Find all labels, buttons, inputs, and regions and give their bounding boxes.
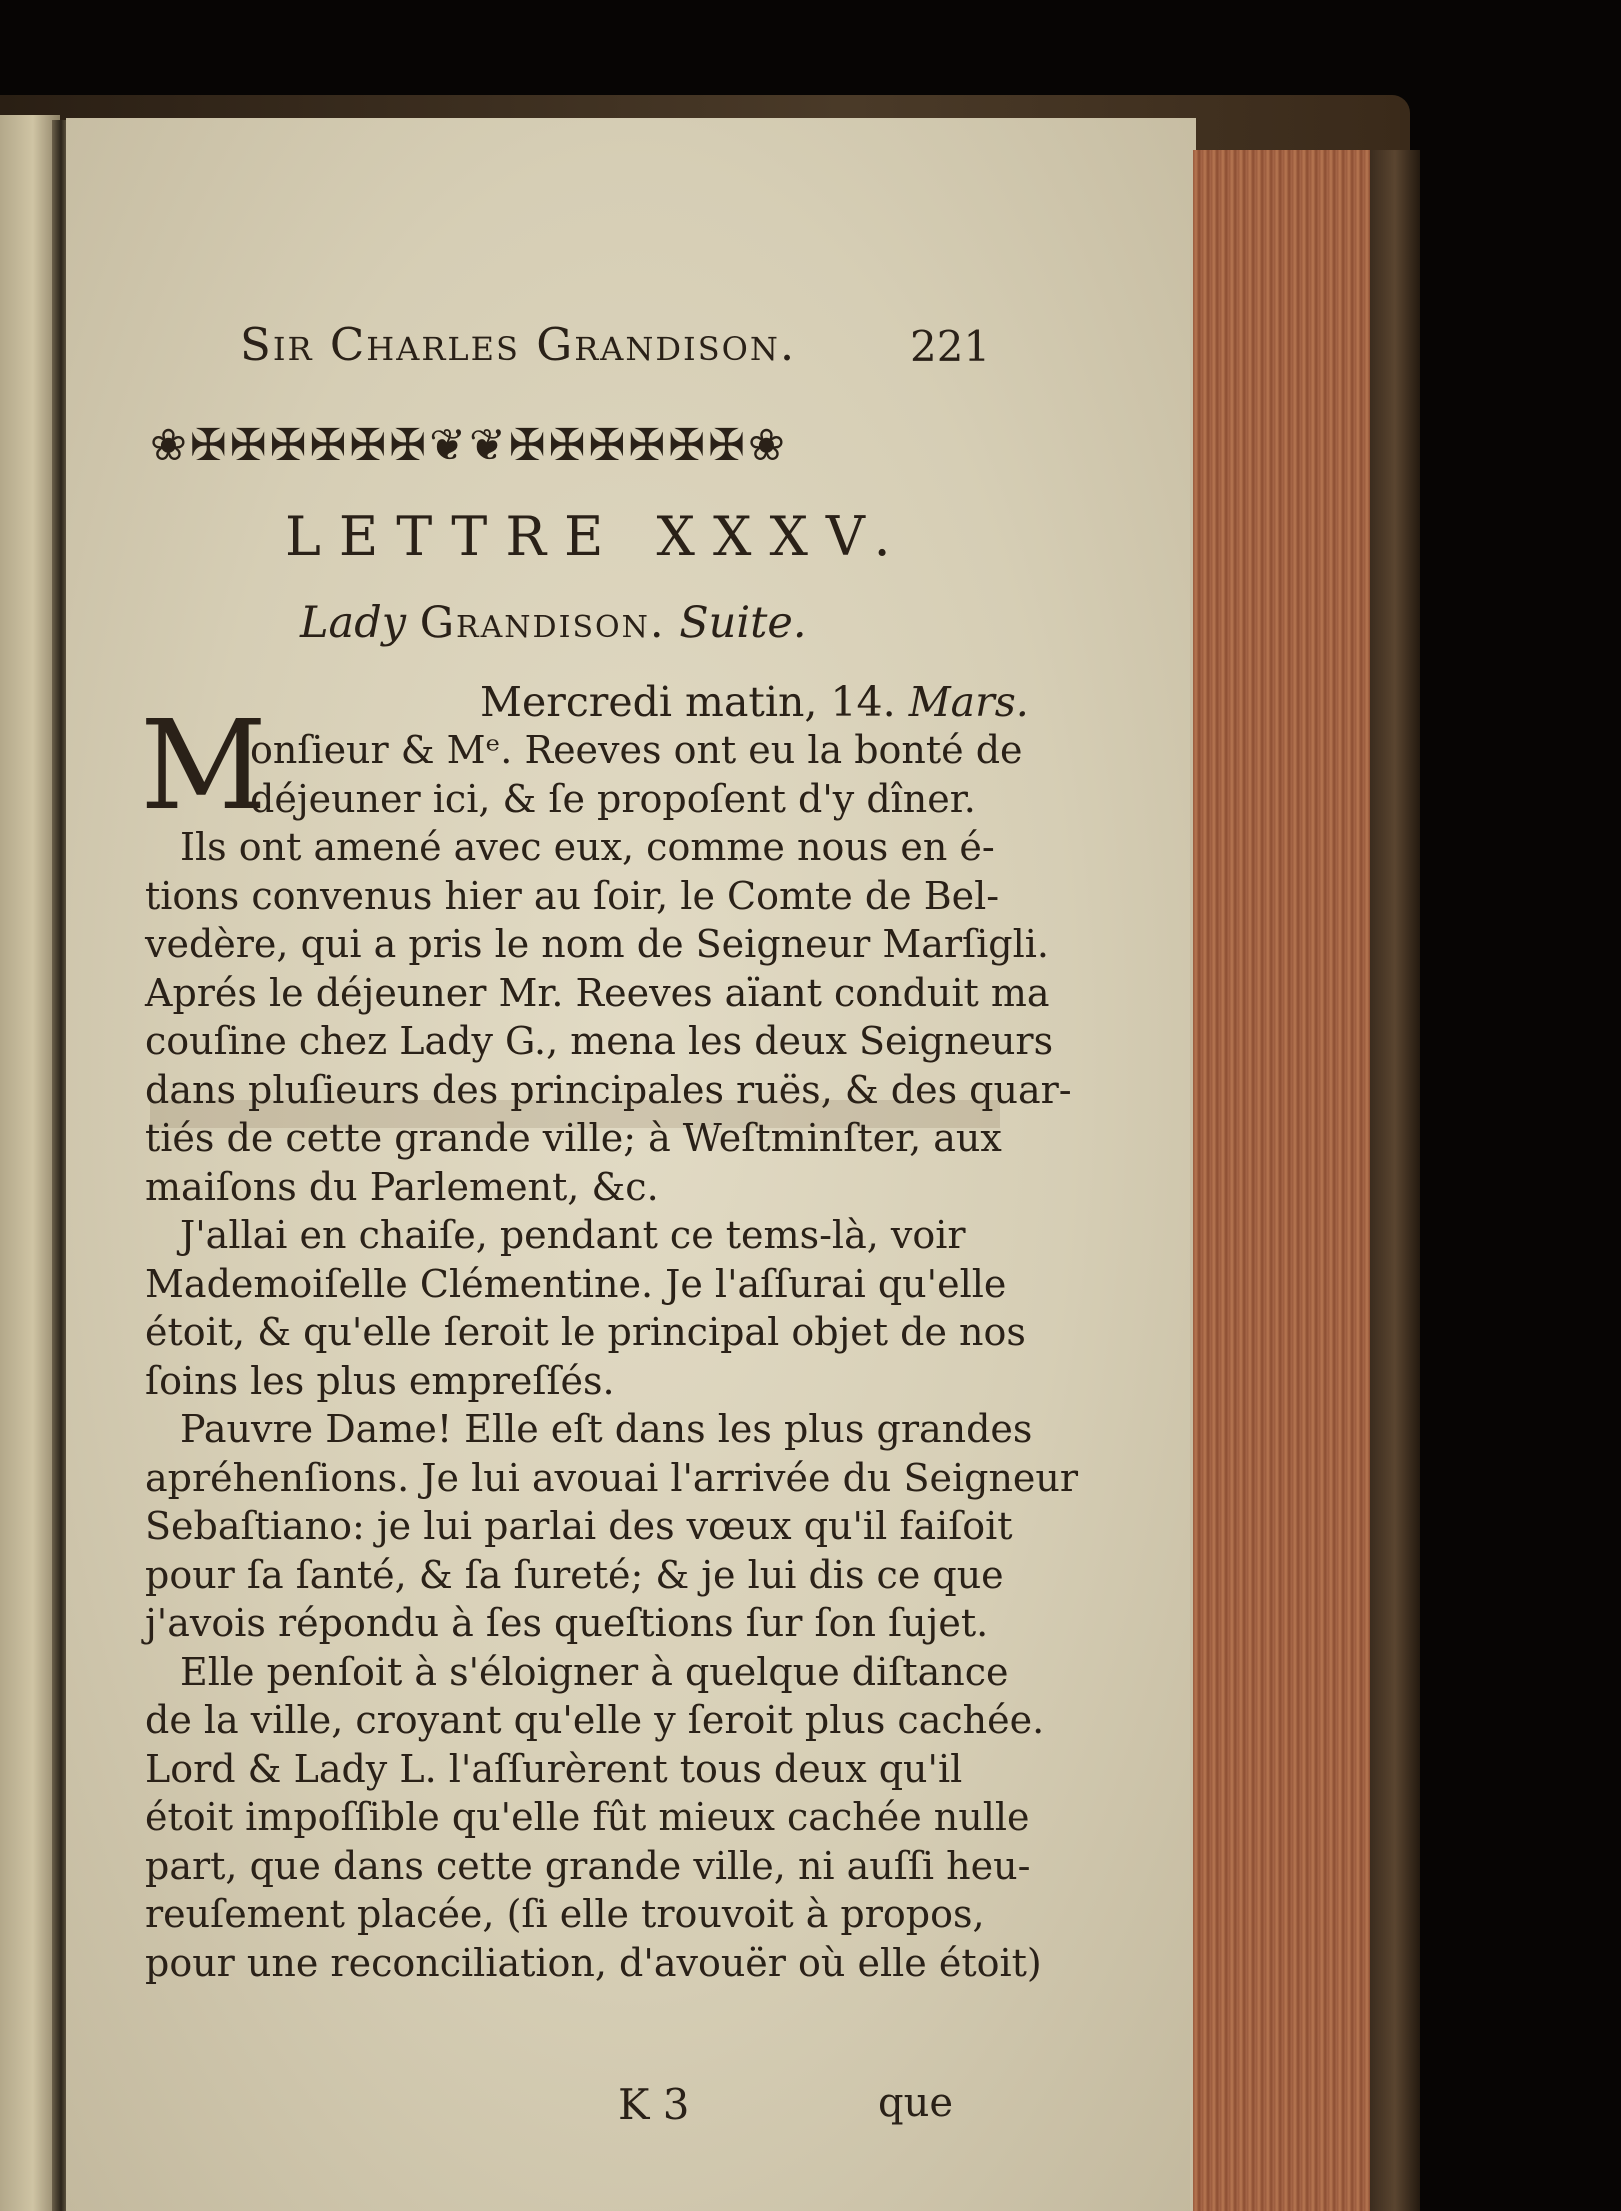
- text-line: tions convenus hier au ſoir, le Comte de Bel-: [145, 873, 1000, 918]
- dateline-italic: Mars.: [908, 678, 1029, 726]
- text-line: j'avois répondu à ſes queſtions ſur ſon ſujet.: [145, 1601, 989, 1645]
- text-line: Pauvre Dame! Elle eſt dans les plus grandes: [180, 1407, 1033, 1451]
- text-line: apréhenſions. Je lui avouai l'arrivée du Seigneur: [145, 1455, 1079, 1500]
- text-line: ſoins les plus empreſſés.: [145, 1358, 615, 1403]
- subtitle-end: Suite.: [679, 598, 807, 648]
- text-line: onſieur & Mᵉ. Reeves ont eu la bonté de: [250, 728, 1023, 772]
- cover-edge: [1370, 150, 1420, 2211]
- signature-mark: K 3: [618, 2080, 690, 2129]
- text-line: Sebaſtiano: je lui parlai des vœux qu'il faiſoit: [145, 1504, 1013, 1548]
- page-fore-edge: [1190, 150, 1373, 2211]
- left-page-edge: [0, 115, 60, 2211]
- letter-subtitle: [300, 598, 807, 648]
- text-line: étoit, & qu'elle ſeroit le principal objet de nos: [145, 1310, 1026, 1354]
- text-line: Lord & Lady L. l'aſſurèrent tous deux qu'il: [145, 1746, 963, 1791]
- text-line: vedère, qui a pris le nom de Seigneur Marſigli.: [145, 922, 1049, 966]
- text-line: maiſons du Parlement, &c.: [145, 1164, 659, 1209]
- dateline-text: Mercredi matin, 14.: [480, 678, 896, 726]
- text-line: reuſement placée, (ſi elle trouvoit à propos,: [145, 1892, 985, 1936]
- text-line: couſine chez Lady G., mena les deux Seigneurs: [145, 1019, 1054, 1063]
- text-line: de la ville, croyant qu'elle y ſeroit plus cachée.: [145, 1698, 1045, 1742]
- text-line: pour ſa ſanté, & ſa ſureté; & je lui dis ce que: [145, 1552, 1004, 1597]
- text-line: Ils ont amené avec eux, comme nous en é-: [180, 825, 995, 869]
- subtitle-italic: Lady: [300, 598, 407, 648]
- text-line: part, que dans cette grande ville, ni auſſi heu-: [145, 1843, 1031, 1888]
- dateline: [480, 678, 1029, 726]
- ornament-band: ❀✠✠✠✠✠✠❦❦✠✠✠✠✠✠❀: [150, 420, 788, 471]
- drop-cap: M: [140, 694, 267, 838]
- subtitle-smallcaps: Grandison.: [419, 598, 666, 648]
- running-head: Sir Charles Grandison.: [240, 318, 797, 371]
- page-number: 221: [910, 322, 991, 371]
- text-line: J'allai en chaiſe, pendant ce tems-là, voir: [180, 1213, 966, 1257]
- text-line: tiés de cette grande ville; à Weſtminſter, aux: [145, 1116, 1002, 1160]
- text-line: étoit impoſſible qu'elle fût mieux cachée nulle: [145, 1795, 1030, 1839]
- text-line: dans pluſieurs des principales ruës, & des quar-: [145, 1067, 1072, 1112]
- letter-title: LETTRE XXXV.: [285, 505, 909, 568]
- catchword: que: [878, 2080, 954, 2126]
- text-line: déjeuner ici, & ſe propoſent d'y dîner.: [250, 776, 976, 821]
- text-line: Aprés le déjeuner Mr. Reeves aïant conduit ma: [145, 970, 1050, 1015]
- text-line: pour une reconciliation, d'avouër où elle étoit): [145, 1940, 1042, 1985]
- text-line: Elle penſoit à s'éloigner à quelque diſtance: [180, 1649, 1009, 1694]
- text-line: Mademoiſelle Clémentine. Je l'aſſurai qu'elle: [145, 1261, 1007, 1306]
